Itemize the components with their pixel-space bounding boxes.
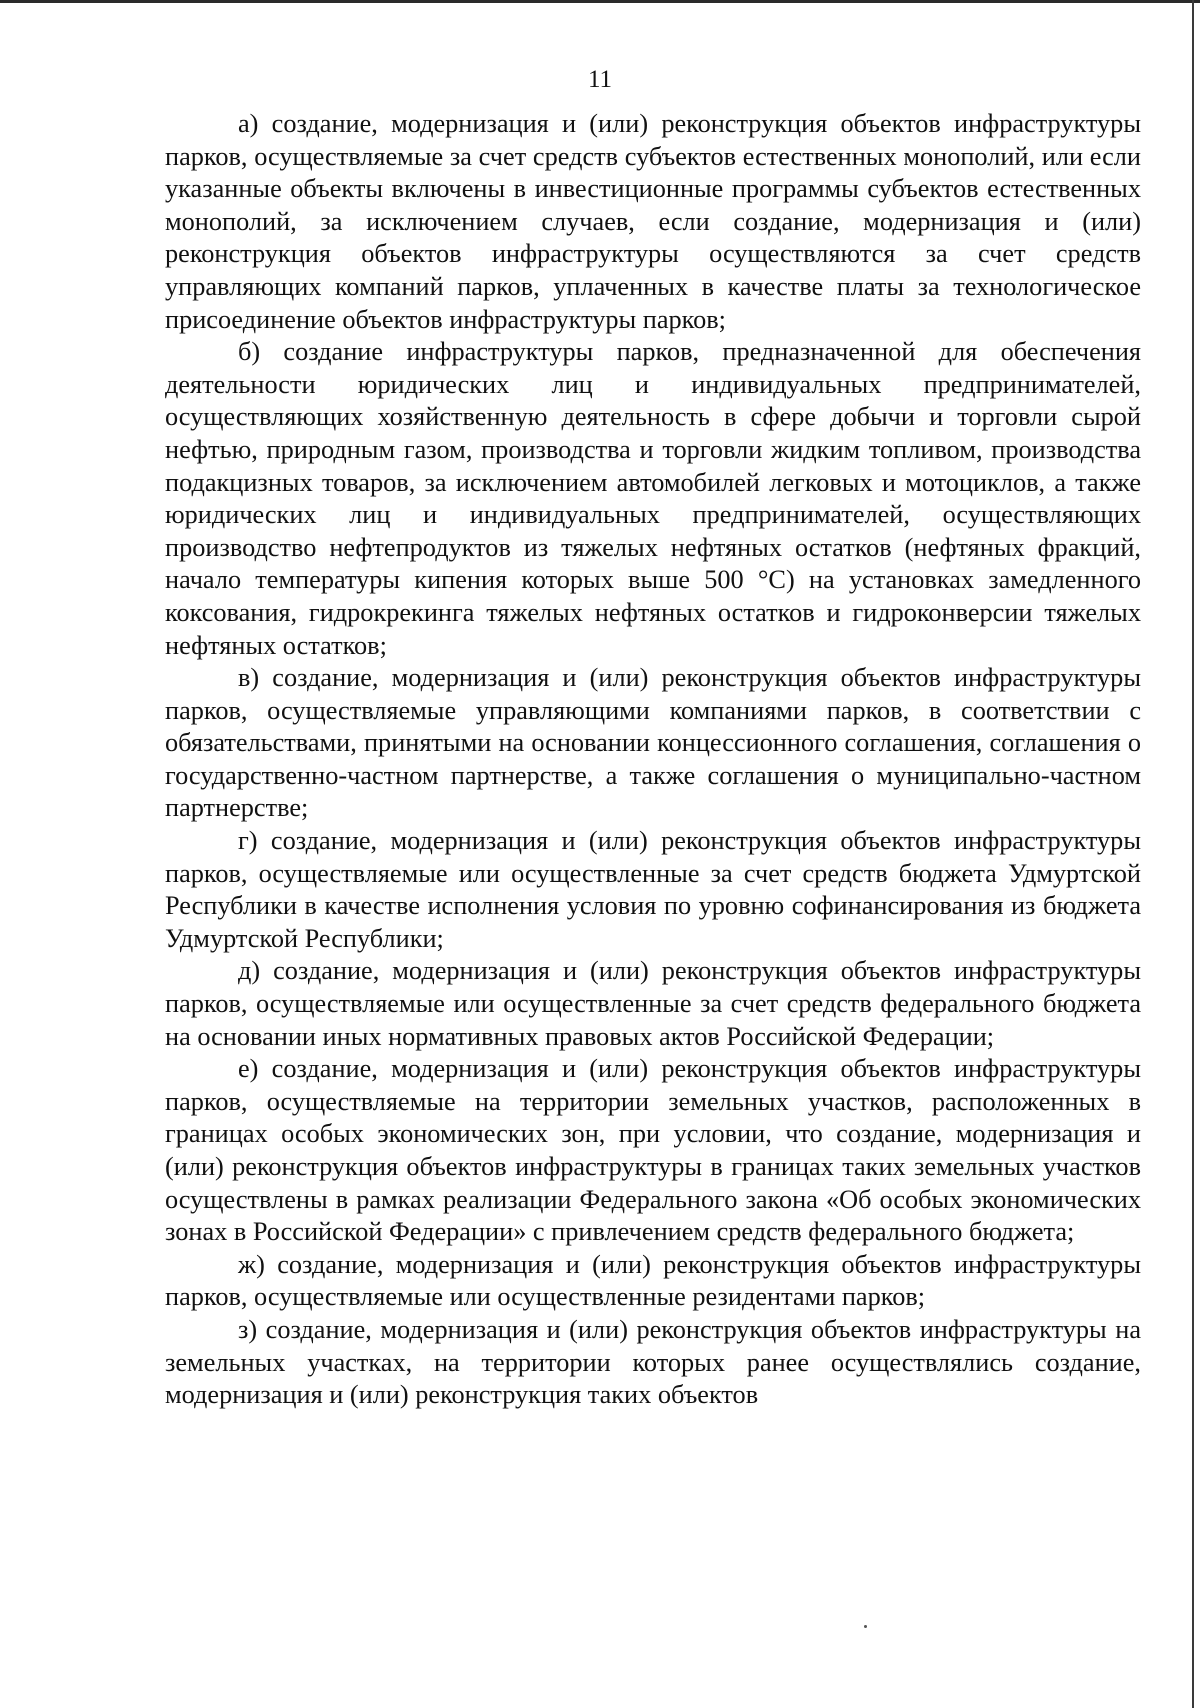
paragraph-v: в) создание, модернизация и (или) реконструкция объектов инфраструктуры парков, осуществляемые управляющими компаниями парков, в соответствии с обязательствами, принятыми на основании концессионного соглашения, соглашения о государственно-частном партнерстве, а также соглашения о муниципально-частном партнерстве; <box>165 663 1141 823</box>
page-number: 11 <box>587 66 613 93</box>
paragraph-zh: ж) создание, модернизация и (или) реконструкция объектов инфраструктуры парков, осуществляемые или осуществленные резидентами парков; <box>165 1249 1141 1312</box>
paragraph-a: а) создание, модернизация и (или) реконструкция объектов инфраструктуры парков, осуществляемые за счет средств субъектов естественных монополий, или если указанные объекты включены в инвестиционные программы субъектов естественных монополий, за исключением случаев, если создание, модернизация и (или) реконструкция объектов инфраструктуры осуществляются за счет средств управляющих компаний парков, уплаченных в качестве платы за технологическое присоединение объектов инфраструктуры парков; <box>165 109 1141 334</box>
paragraph-z: з) создание, модернизация и (или) реконструкция объектов инфраструктуры на земельных участках, на территории которых ранее осуществлялись создание, модернизация и (или) реконструкция таких объектов <box>165 1314 1141 1410</box>
paragraph-g: г) создание, модернизация и (или) реконструкция объектов инфраструктуры парков, осуществляемые или осуществленные за счет средств бюджета Удмуртской Республики в качестве исполнения условия по уровню софинансирования из бюджета Удмуртской Республики; <box>165 826 1141 953</box>
scan-speck <box>864 1625 867 1628</box>
paragraph-d: д) создание, модернизация и (или) реконструкция объектов инфраструктуры парков, осуществляемые или осуществленные за счет средств федерального бюджета на основании иных нормативных правовых актов Российской Федерации; <box>165 956 1141 1051</box>
scan-right-edge <box>1192 0 1194 1708</box>
paragraph-e: е) создание, модернизация и (или) реконструкция объектов инфраструктуры парков, осуществляемые на территории земельных участков, расположенных в границах особых экономических зон, при условии, что создание, модернизация и (или) реконструкция объектов инфраструктуры в границах таких земельных участков осуществлены в рамках реализации Федерального закона «Об особых экономических зонах в Российской Федерации» с привлечением средств федерального бюджета; <box>165 1054 1141 1247</box>
scan-top-edge <box>0 0 1200 3</box>
document-body <box>165 108 1141 1412</box>
paragraph-b: б) создание инфраструктуры парков, предназначенной для обеспечения деятельности юридических лиц и индивидуальных предпринимателей, осуществляющих хозяйственную деятельность в сфере добычи и торговли сырой нефтью, природным газом, производства и торговли жидким топливом, производства подакцизных товаров, за исключением автомобилей легковых и мотоциклов, а также юридических лиц и индивидуальных предпринимателей, осуществляющих производство нефтепродуктов из тяжелых нефтяных остатков (нефтяных фракций, начало температуры кипения которых выше 500 °С) на установках замедленного коксования, гидрокрекинга тяжелых нефтяных остатков и гидроконверсии тяжелых нефтяных остатков; <box>165 337 1141 660</box>
